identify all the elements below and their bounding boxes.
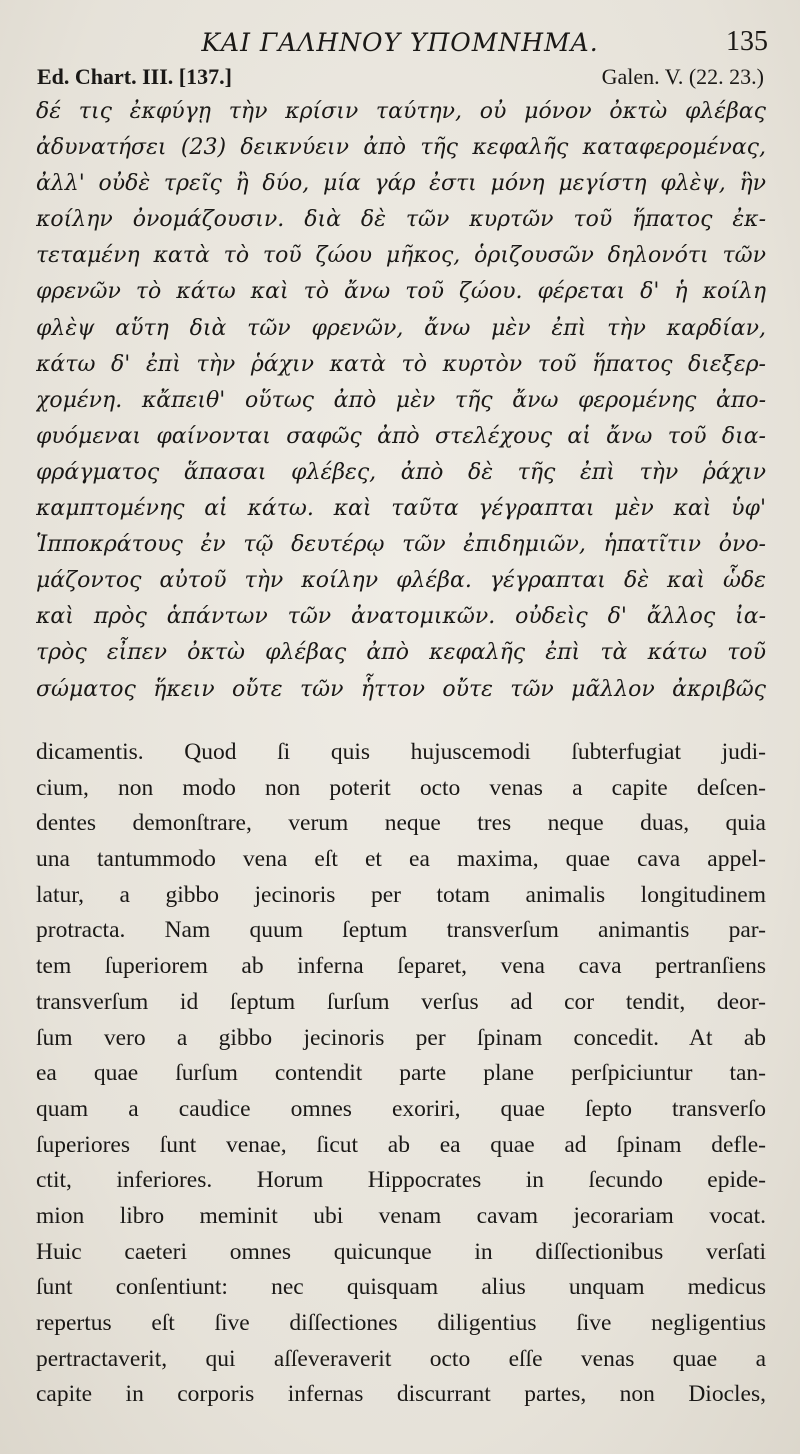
greek-line: καμπτομένης αἱ κάτω. καὶ ταῦτα γέγραπται μὲν καὶ ὑφ' [36,496,766,522]
greek-line: μάζοντος αὐτοῦ τὴν κοίλην φλέβα. γέγραπται δὲ καὶ ὧδε [36,568,766,594]
latin-line: ſuperiores ſunt venae, ſicut ab ea quae ad ſpinam defle- [36,1131,766,1158]
greek-line: Ἱπποκράτους ἐν τῷ δευτέρῳ τῶν ἐπιδημιῶν, ἡπατῖτιν ὀνο- [36,532,766,558]
greek-line: φρενῶν τὸ κάτω καὶ τὸ ἄνω τοῦ ζώου. φέρεται δ' ἡ κοίλη [36,279,766,305]
greek-line: φλὲψ αὕτη διὰ τῶν φρενῶν, ἄνω μὲν ἐπὶ τὴν καρδίαν, [36,315,766,341]
latin-line: mion libro meminit ubi venam cavam jecorariam vocat. [36,1202,766,1229]
latin-line: ſunt conſentiunt: nec quisquam alius unquam medicus [36,1274,766,1301]
latin-line: protracta. Nam quum ſeptum transverſum animantis par- [36,917,766,944]
latin-line: Huic caeteri omnes quicunque in diſſectionibus verſati [36,1238,766,1265]
latin-line: latur, a gibbo jecinoris per totam animalis longitudinem [36,881,766,908]
running-title: ΚΑΙ ΓΑΛΗΝΟΥ ΥΠΟΜΝΗΜΑ. [201,28,599,57]
latin-line: una tantummodo vena eſt et ea maxima, quae cava appel- [36,846,766,873]
greek-line: ἀλλ' οὐδὲ τρεῖς ἢ δύο, μία γάρ ἐστι μόνη μεγίστη φλὲψ, ἣν [36,171,766,197]
latin-text-block [36,735,766,1413]
latin-line: ea quae ſurſum contendit parte plane perſpiciuntur tan- [36,1060,766,1087]
latin-line: transverſum id ſeptum ſurſum verſus ad cor tendit, deor- [36,988,766,1015]
greek-line: καὶ πρὸς ἁπάντων τῶν ἀνατομικῶν. οὐδεὶς δ' ἄλλος ἰα- [36,604,766,630]
greek-line: ἀδυνατήσει (23) δεικνύειν ἀπὸ τῆς κεφαλῆς καταφερομένας, [36,135,766,161]
latin-line: quam a caudice omnes exoriri, quae ſepto transverſo [36,1095,766,1122]
galen-reference: Galen. V. (22. 23.) [601,64,764,89]
latin-line: ſum vero a gibbo jecinoris per ſpinam concedit. At ab [36,1024,766,1051]
greek-line: σώματος ἥκειν οὔτε τῶν ἧττον οὔτε τῶν μᾶλλον ἀκριβῶς [36,676,766,702]
latin-line: dentes demonſtrare, verum neque tres neque duas, quia [36,810,766,837]
greek-line: δέ τις ἐκφύγῃ τὴν κρίσιν ταύτην, οὐ μόνον ὀκτὼ φλέβας [36,99,766,124]
greek-line: φράγματος ἅπασαι φλέβες, ἀπὸ δὲ τῆς ἐπὶ τὴν ῥάχιν [36,459,766,485]
greek-line: κοίλην ὀνομάζουσιν. διὰ δὲ τῶν κυρτῶν τοῦ ἥπατος ἐκ- [36,207,766,233]
greek-line: κάτω δ' ἐπὶ τὴν ῥάχιν κατὰ τὸ κυρτὸν τοῦ ἥπατος διεξερ- [36,351,766,377]
greek-text-block [36,94,766,708]
latin-line: dicamentis. Quod ſi quis hujuscemodi ſubterfugiat judi- [36,739,766,765]
latin-line: repertus eſt ſive diſſectiones diligentius ſive negligentius [36,1310,766,1336]
page-number: 135 [726,26,768,57]
latin-line: cium, non modo non poterit octo venas a capite deſcen- [36,774,766,801]
greek-line: χομένη. κἄπειθ' οὕτως ἀπὸ μὲν τῆς ἄνω φερομένης ἀπο- [36,387,766,413]
edition-reference: Ed. Chart. III. [137.] [37,64,232,89]
latin-line: pertractaverit, qui aſſeveraverit octo eſſe venas quae a [36,1345,766,1372]
latin-line: tem ſuperiorem ab inferna ſeparet, vena cava pertranſiens [36,953,766,980]
greek-line: τεταμένη κατὰ τὸ τοῦ ζώου μῆκος, ὁριζουσῶν δηλονότι τῶν [36,243,766,269]
greek-line: τρὸς εἶπεν ὀκτὼ φλέβας ἀπὸ κεφαλῆς ἐπὶ τὰ κάτω τοῦ [36,640,766,666]
greek-line: φυόμεναι φαίνονται σαφῶς ἀπὸ στελέχους αἱ ἄνω τοῦ δια- [36,423,766,449]
latin-line: capite in corporis infernas discurrant partes, non Diocles, [36,1381,766,1408]
latin-line: ctit, inferiores. Horum Hippocrates in ſecundo epide- [36,1167,766,1194]
